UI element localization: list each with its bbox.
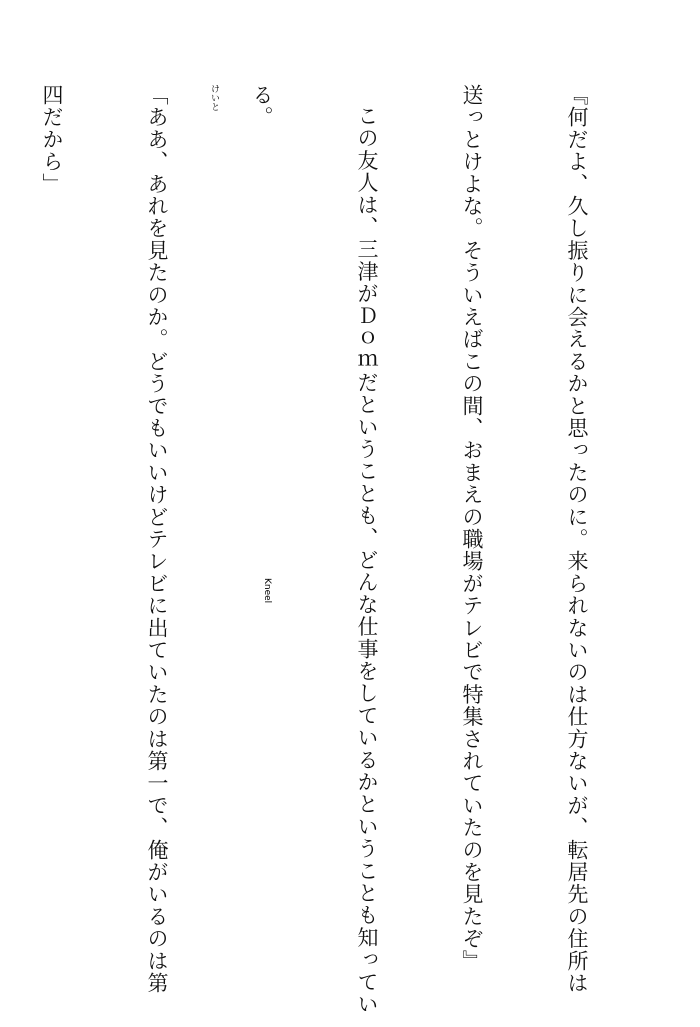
text-line-3: この友人は、三津がＤｏｍだということも、どんな仕事をしているかということも知ってい <box>355 105 379 1016</box>
text-line-2: 送っとけよな。そういえばこの間、おまえの職場がテレビで特集されていたのを見たぞ』 <box>460 84 484 972</box>
ruby-master: けいと <box>209 84 219 111</box>
text-line-4: る。 <box>250 84 274 129</box>
text-line-5: 「ああ、あれを見たのか。どうでもいいけどテレビに出ていたのは第一で、俺がいるのは第 <box>145 84 169 995</box>
ruby-kneel: Kneel <box>262 578 272 604</box>
text-line-1: 『何だよ、久し振りに会えるかと思ったのに。来られないのは仕方ないが、転居先の住所は <box>565 84 589 995</box>
vertical-text-block <box>0 84 664 1016</box>
text-line-6: 四だから」 <box>40 84 64 195</box>
